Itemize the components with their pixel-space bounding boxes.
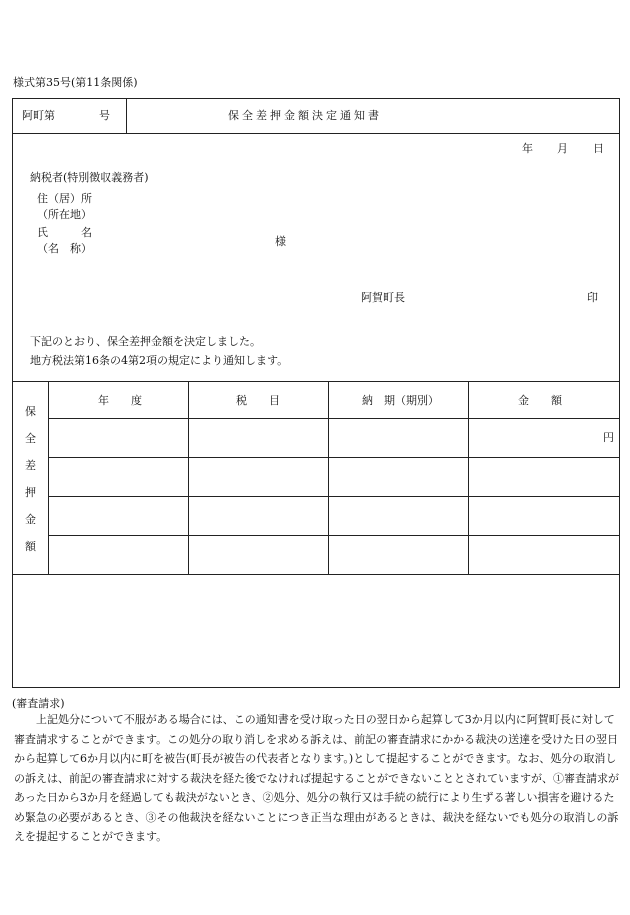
table-row-divider: [48, 496, 620, 497]
column-header-amount: 金 額: [518, 394, 562, 407]
side-label-char: 保: [25, 405, 36, 418]
honorific: 様: [275, 235, 286, 248]
table-column-border: [188, 381, 189, 574]
taxpayer-label: 納税者(特別徴収義務者): [30, 171, 149, 184]
column-header-fiscal-year: 年 度: [98, 394, 142, 407]
appeal-heading: (審査請求): [12, 697, 65, 710]
side-label-char: 差: [25, 459, 36, 472]
side-label-char: 押: [25, 486, 36, 499]
table-column-border: [468, 381, 469, 574]
side-label-char: 金: [25, 513, 36, 526]
side-label-char: 全: [25, 432, 36, 445]
name-label: 氏 名: [37, 226, 92, 239]
table-column-border: [328, 381, 329, 574]
name-sub-label: （名 称）: [37, 242, 92, 255]
header-divider: [12, 133, 620, 134]
side-label-char: 額: [25, 540, 36, 553]
seal-mark: 印: [587, 291, 598, 304]
column-header-tax-item: 税 目: [236, 394, 280, 407]
body-line-1: 下記のとおり、保全差押金額を決定しました。: [30, 335, 261, 348]
table-top-border: [12, 381, 620, 382]
form-frame: [12, 98, 620, 688]
amount-unit: 円: [603, 431, 614, 444]
document-title: 保全差押金額決定通知書: [228, 109, 382, 122]
column-header-due-period: 納 期（期別）: [362, 394, 439, 407]
appeal-text: [14, 710, 624, 847]
table-row-divider: [48, 535, 620, 536]
table-row-divider: [48, 457, 620, 458]
table-header-divider: [48, 418, 620, 419]
date-month: 月: [557, 142, 568, 155]
appeal-text-body: 上記処分について不服がある場合には、この通知書を受け取った日の翌日から起算して3か月以内に阿賀町長に対して審査請求することができます。この処分の取り消しを求める訴えは、前記の審査請求にかかる裁決の送達を受けた日の翌日から起算して6か月以内に町を被告(町長が被告の代表者となります。)として提起することができます。なお、処分の取消しの訴えは、前記の審査請求に対する裁決を経た後でなければ提起することができないこととされていますが、①審査請求があった日から3か月を経過しても裁決がないとき、②処分、処分の執行又は手続の続行により生ずる著しい損害を避けるため緊急の必要があるとき、③その他裁決を経ないことにつき正当な理由があるときは、裁決を経ないでも処分の取消しの訴えを提起することができます。: [14, 713, 619, 843]
table-side-column-border: [48, 381, 49, 574]
issuer-name: 阿賀町長: [361, 291, 405, 304]
date-day: 日: [593, 142, 604, 155]
body-line-2: 地方税法第16条の4第2項の規定により通知します。: [30, 354, 289, 367]
date-year: 年: [522, 142, 533, 155]
header-separator: [126, 98, 127, 133]
address-label: 住（居）所: [37, 192, 92, 205]
table-bottom-border: [12, 574, 620, 575]
notice-number-label: 阿町第 号: [22, 109, 110, 122]
form-number: 様式第35号(第11条関係): [13, 76, 138, 89]
address-sub-label: （所在地）: [37, 208, 92, 221]
